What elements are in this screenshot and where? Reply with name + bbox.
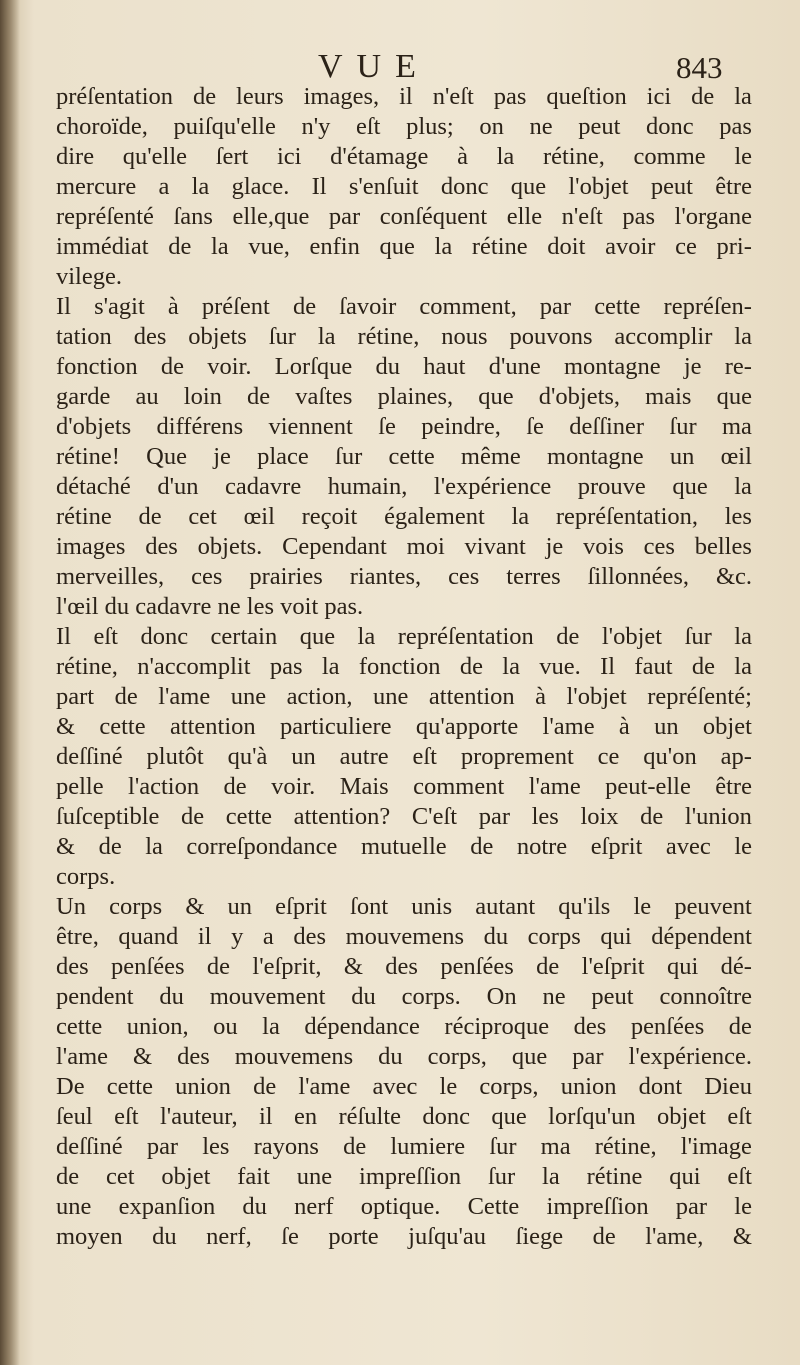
page-number: 843 [676, 50, 723, 85]
text-line: & cette attention particuliere qu'apporte l'ame à un objet [56, 713, 752, 740]
text-line: choroïde, puiſqu'elle n'y eſt plus; on ne peut donc pas [56, 113, 752, 140]
text-line: & de la correſpondance mutuelle de notre eſprit avec le [56, 833, 752, 860]
text-line: mercure a la glace. Il s'enſuit donc que l'objet peut être [56, 173, 752, 200]
text-line: d'objets différens viennent ſe peindre, ſe deſſiner ſur ma [56, 413, 752, 440]
text-line: repréſenté ſans elle,que par conſéquent elle n'eſt pas l'organe [56, 203, 752, 230]
text-line: merveilles, ces prairies riantes, ces terres ſillonnées, &c. [56, 563, 752, 590]
page-binding-shadow [0, 0, 20, 1365]
text-line: rétine de cet œil reçoit également la repréſentation, les [56, 503, 752, 530]
text-line: rétine, n'accomplit pas la fonction de la vue. Il faut de la [56, 653, 752, 680]
text-line: Un corps & un eſprit ſont unis autant qu'ils le peuvent [56, 893, 752, 920]
text-line: pendent du mouvement du corps. On ne peut connoître [56, 983, 752, 1010]
text-line: deſſiné plutôt qu'à un autre eſt proprement ce qu'on ap- [56, 743, 752, 770]
text-line: préſentation de leurs images, il n'eſt pas queſtion ici de la [56, 83, 752, 110]
text-line: vilege. [56, 263, 122, 290]
text-line: rétine! Que je place ſur cette même montagne un œil [56, 443, 752, 470]
text-line: fonction de voir. Lorſque du haut d'une montagne je re- [56, 353, 752, 380]
text-line: garde au loin de vaſtes plaines, que d'objets, mais que [56, 383, 752, 410]
text-line: cette union, ou la dépendance réciproque des penſées de [56, 1013, 752, 1040]
running-title: VUE [318, 48, 430, 85]
body-text [56, 82, 752, 1252]
text-line: De cette union de l'ame avec le corps, union dont Dieu [56, 1073, 752, 1100]
text-line: deſſiné par les rayons de lumiere ſur ma rétine, l'image [56, 1133, 752, 1160]
text-line: part de l'ame une action, une attention à l'objet repréſenté; [56, 683, 752, 710]
text-line: détaché d'un cadavre humain, l'expérience prouve que la [56, 473, 752, 500]
text-line: ſeul eſt l'auteur, il en réſulte donc que lorſqu'un objet eſt [56, 1103, 752, 1130]
text-line: Il eſt donc certain que la repréſentation de l'objet ſur la [56, 623, 752, 650]
text-line: corps. [56, 863, 116, 890]
text-line: être, quand il y a des mouvemens du corps qui dépendent [56, 923, 752, 950]
text-line: dire qu'elle ſert ici d'étamage à la rétine, comme le [56, 143, 752, 170]
text-line: une expanſion du nerf optique. Cette impreſſion par le [56, 1193, 752, 1220]
text-line: images des objets. Cependant moi vivant je vois ces belles [56, 533, 752, 560]
text-line: l'œil du cadavre ne les voit pas. [56, 593, 364, 620]
text-line: ſuſceptible de cette attention? C'eſt par les loix de l'union [56, 803, 752, 830]
text-line: tation des objets ſur la rétine, nous pouvons accomplir la [56, 323, 752, 350]
text-line: l'ame & des mouvemens du corps, que par l'expérience. [56, 1043, 752, 1070]
text-line: des penſées de l'eſprit, & des penſées de l'eſprit qui dé- [56, 953, 752, 980]
text-line: de cet objet fait une impreſſion ſur la rétine qui eſt [56, 1163, 752, 1190]
text-line: immédiat de la vue, enfin que la rétine doit avoir ce pri- [56, 233, 752, 260]
text-line: moyen du nerf, ſe porte juſqu'au ſiege de l'ame, & [56, 1223, 752, 1250]
text-line: pelle l'action de voir. Mais comment l'ame peut-elle être [56, 773, 752, 800]
text-line: Il s'agit à préſent de ſavoir comment, par cette repréſen- [56, 293, 752, 320]
